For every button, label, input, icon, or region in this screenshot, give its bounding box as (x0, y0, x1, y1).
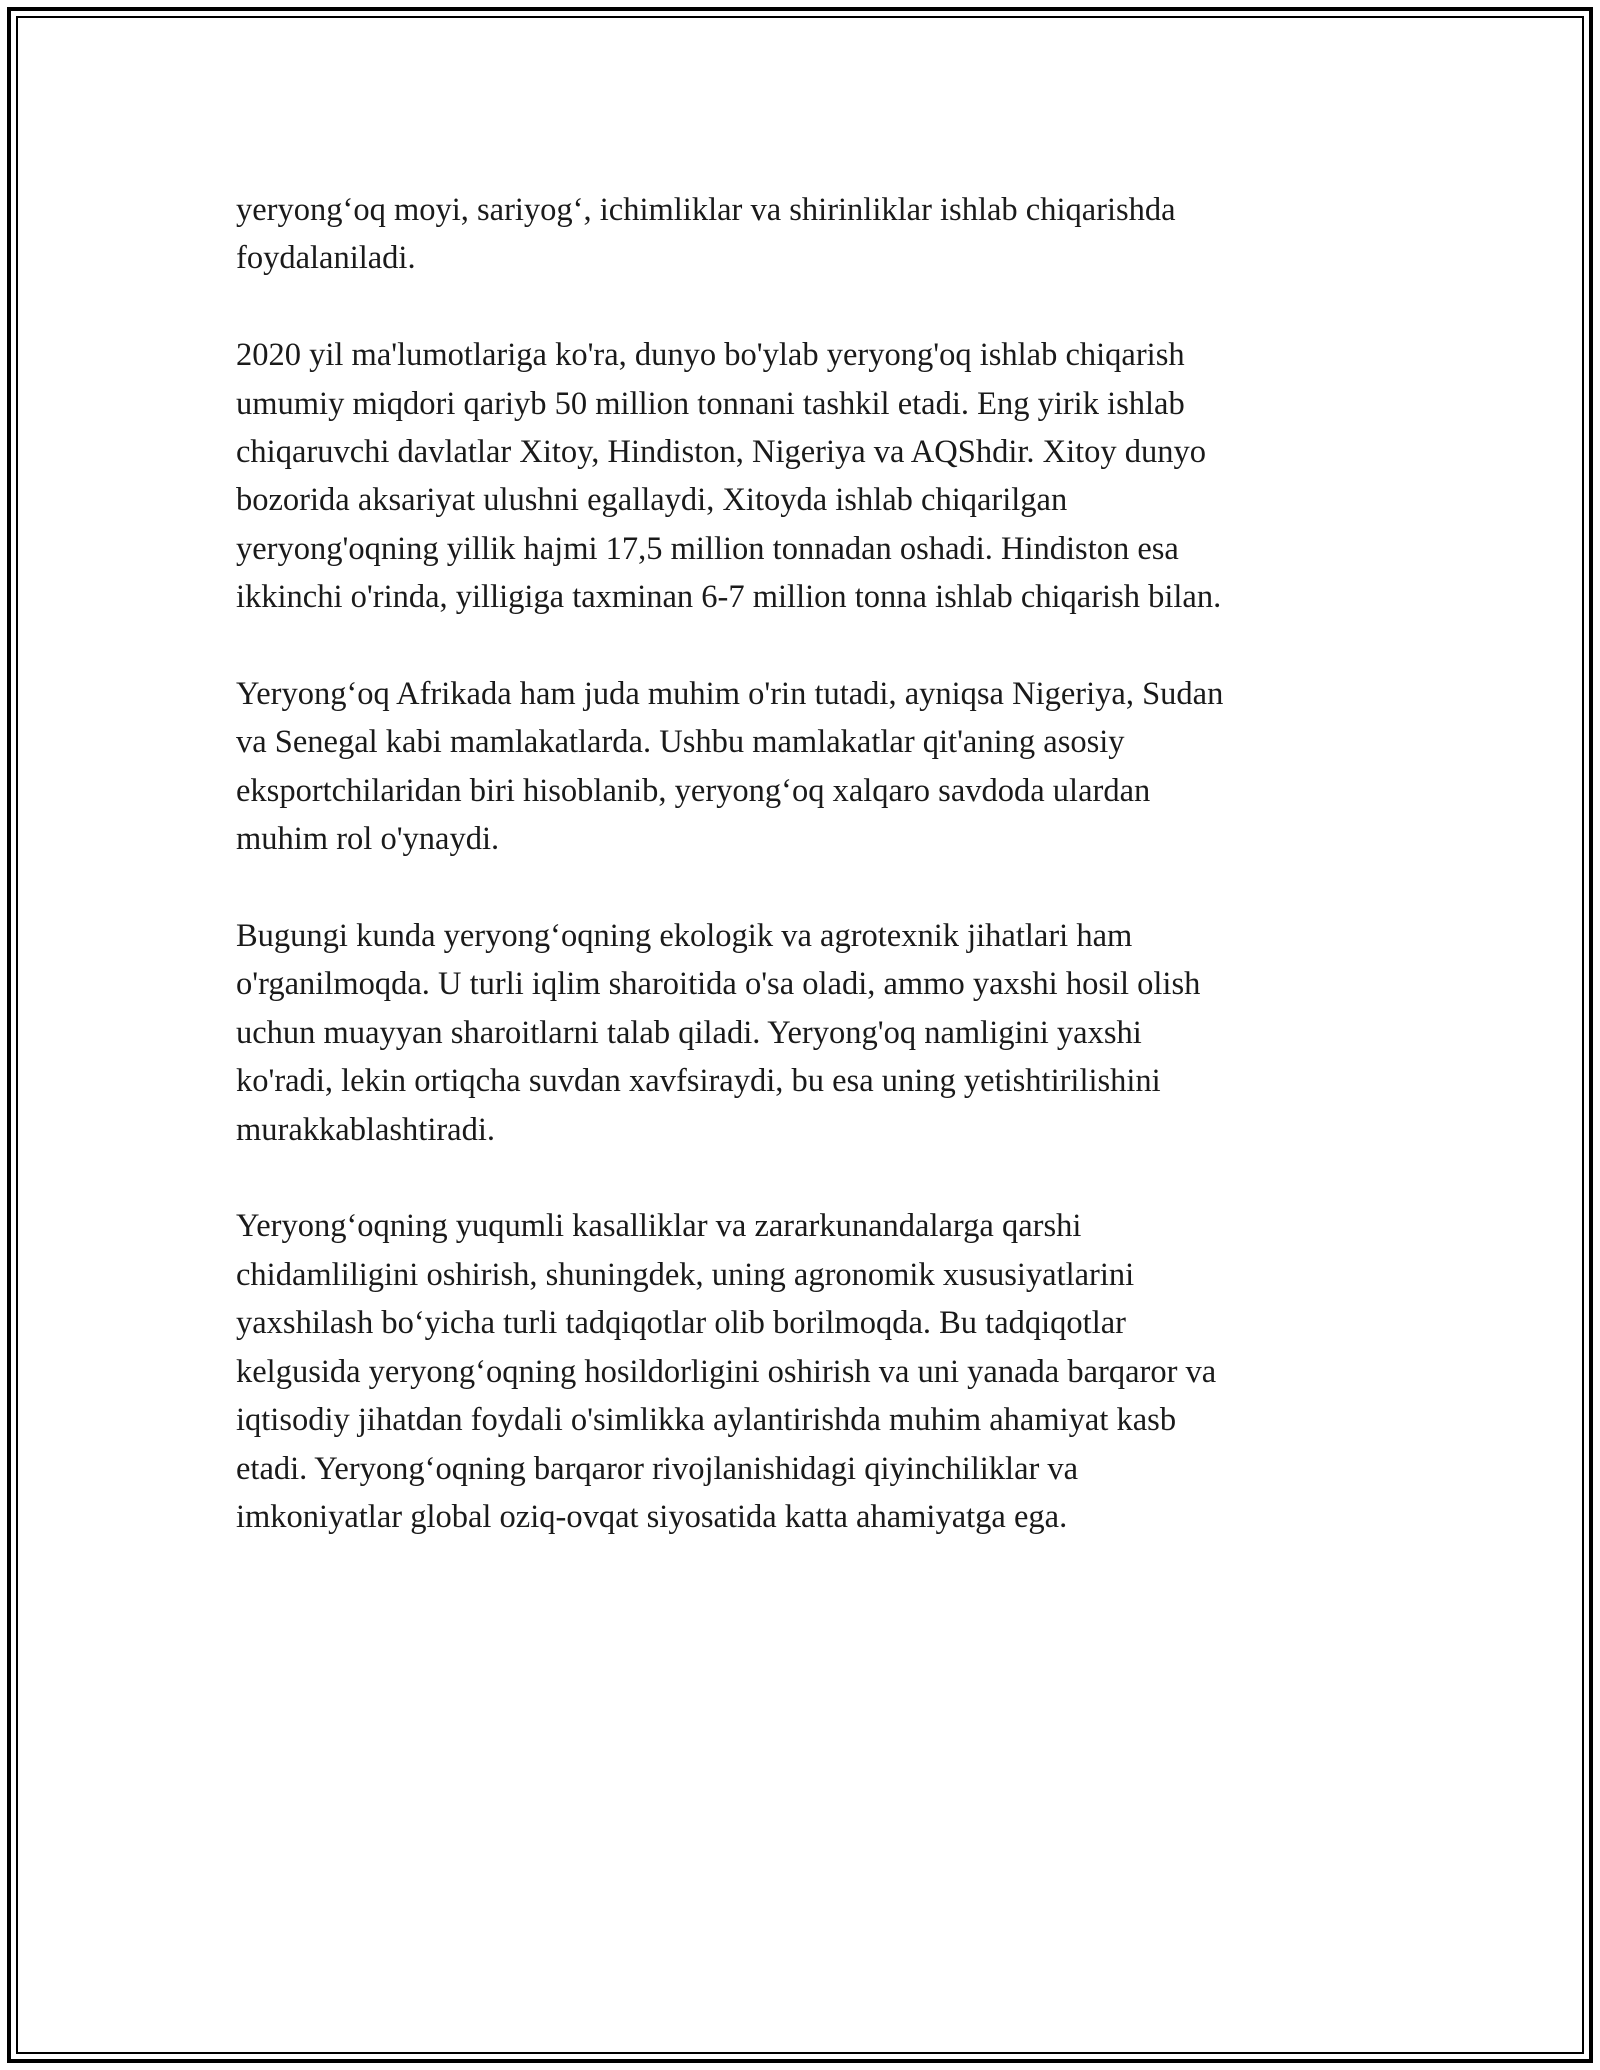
paragraph-4 (236, 912, 1376, 1154)
text-line: muhim rol o'ynaydi. (236, 821, 500, 858)
paragraph-2 (236, 331, 1376, 621)
text-line: umumiy miqdori qariyb 50 million tonnani tashkil etadi. Eng yirik ishlab (236, 385, 1185, 422)
text-line: murakkablashtiradi. (236, 1111, 496, 1148)
text-line: uchun muayyan sharoitlarni talab qiladi. Yeryong'oq namligini yaxshi (236, 1014, 1142, 1051)
text-line: o'rganilmoqda. U turli iqlim sharoitida o'sa oladi, ammo yaxshi hosil olish (236, 966, 1201, 1003)
text-line: 2020 yil ma'lumotlariga ko'ra, dunyo bo'ylab yeryong'oq ishlab chiqarish (236, 337, 1185, 374)
text-line: foydalaniladi. (236, 240, 416, 277)
text-line: yaxshilash bo‘yicha turli tadqiqotlar olib borilmoqda. Bu tadqiqotlar (236, 1305, 1126, 1342)
text-line: Bugungi kunda yeryong‘oqning ekologik va agrotexnik jihatlari ham (236, 918, 1133, 955)
text-line: ikkinchi o'rinda, yilligiga taxminan 6-7 million tonna ishlab chiqarish bilan. (236, 579, 1222, 616)
document-body (236, 186, 1376, 1590)
text-line: etadi. Yeryong‘oqning barqaror rivojlanishidagi qiyinchiliklar va (236, 1450, 1079, 1487)
text-line: Yeryong‘oq Afrikada ham juda muhim o'rin tutadi, ayniqsa Nigeriya, Sudan (236, 676, 1224, 713)
text-line: chidamliligini oshirish, shuningdek, uning agronomik xususiyatlarini (236, 1256, 1135, 1293)
text-line: chiqaruvchi davlatlar Xitoy, Hindiston, Nigeriya va AQShdir. Xitoy dunyo (236, 434, 1207, 471)
text-line: yeryong'oqning yillik hajmi 17,5 million tonnadan oshadi. Hindiston esa (236, 530, 1179, 567)
paragraph-5 (236, 1202, 1376, 1541)
text-line: va Senegal kabi mamlakatlarda. Ushbu mamlakatlar qit'aning asosiy (236, 724, 1125, 761)
text-line: yeryong‘oq moyi, sariyog‘, ichimliklar va shirinliklar ishlab chiqarishda (236, 192, 1176, 228)
text-line: ko'radi, lekin ortiqcha suvdan xavfsiraydi, bu esa uning yetishtirilishini (236, 1063, 1161, 1100)
text-line: Yeryong‘oqning yuqumli kasalliklar va zararkunandalarga qarshi (236, 1208, 1082, 1245)
text-line: iqtisodiy jihatdan foydali o'simlikka aylantirishda muhim ahamiyat kasb (236, 1402, 1177, 1439)
text-line: eksportchilaridan biri hisoblanib, yeryong‘oq xalqaro savdoda ulardan (236, 772, 1151, 809)
paragraph-1 (236, 186, 1376, 283)
paragraph-3 (236, 670, 1376, 864)
text-line: imkoniyatlar global oziq-ovqat siyosatida katta ahamiyatga ega. (236, 1498, 1068, 1535)
text-line: bozorida aksariyat ulushni egallaydi, Xitoyda ishlab chiqarilgan (236, 482, 1068, 519)
text-line: kelgusida yeryong‘oqning hosildorligini oshirish va uni yanada barqaror va (236, 1353, 1217, 1390)
